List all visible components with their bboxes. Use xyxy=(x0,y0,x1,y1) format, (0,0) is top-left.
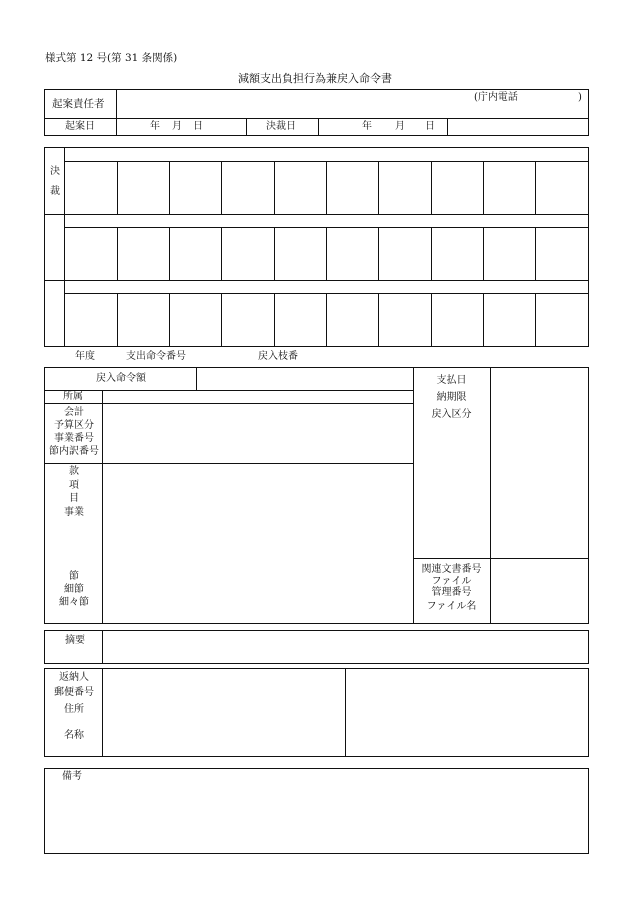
approval-cell-divider xyxy=(431,227,432,280)
name-label: 名称 xyxy=(64,730,84,741)
refund-category-label: 戻入区分 xyxy=(431,409,472,420)
form-number: 様式第 12 号(第 31 条関係) xyxy=(45,52,178,64)
budget-line-1: 会計 xyxy=(64,407,84,418)
approval-cell-divider xyxy=(117,293,118,346)
budget-line-2: 予算区分 xyxy=(54,420,94,431)
responsible-label: 起案責任者 xyxy=(52,98,105,110)
refund-amount-label: 戻入命令額 xyxy=(96,373,146,384)
decision-date-label: 決裁日 xyxy=(266,121,296,132)
item-kou-label: 項 xyxy=(69,480,79,491)
draft-date-day: 日 xyxy=(193,121,203,132)
approval-cell-divider xyxy=(483,227,484,280)
sub-subsection-label: 細々節 xyxy=(59,597,89,608)
approval-cell-divider xyxy=(431,161,432,214)
approval-cell-divider xyxy=(535,161,536,214)
draft-date-label: 起案日 xyxy=(65,121,95,132)
approval-cell-divider xyxy=(117,161,118,214)
file-label: ファイル xyxy=(431,576,472,587)
remarks-label: 備考 xyxy=(62,771,82,782)
divider xyxy=(318,118,319,135)
approval-cell-divider xyxy=(221,293,222,346)
refund-branch-number-label: 戻入枝番 xyxy=(258,351,298,362)
section-label: 節 xyxy=(69,571,79,582)
draft-date-year: 年 xyxy=(150,121,160,132)
file-name-label: ファイル名 xyxy=(426,601,477,612)
phone-label: (庁内電話 xyxy=(474,92,518,103)
divider xyxy=(45,280,588,281)
approval-cell-divider xyxy=(169,293,170,346)
approval-box xyxy=(44,147,589,347)
divider xyxy=(196,368,197,390)
budget-line-4: 節内訳番号 xyxy=(49,446,99,457)
approval-cell-divider xyxy=(274,161,275,214)
approval-cell-divider xyxy=(378,161,379,214)
returner-label: 返納人 xyxy=(59,672,89,683)
divider xyxy=(447,118,448,135)
item-kan-label: 款 xyxy=(69,466,79,477)
management-number-label: 管理番号 xyxy=(431,587,472,598)
divider xyxy=(490,368,491,623)
divider xyxy=(45,390,413,391)
approval-cell-divider xyxy=(483,293,484,346)
approval-cell-divider xyxy=(326,161,327,214)
approval-cell-divider xyxy=(169,161,170,214)
payment-date-label: 支払日 xyxy=(436,375,467,386)
divider xyxy=(45,403,413,404)
document-title: 減額支出負担行為兼戻入命令書 xyxy=(238,72,392,85)
divider xyxy=(102,631,103,663)
item-moku-label: 目 xyxy=(69,493,79,504)
approval-cell-divider xyxy=(535,293,536,346)
remarks-box xyxy=(44,768,589,854)
summary-box xyxy=(44,630,589,664)
approval-label-char-2: 裁 xyxy=(50,186,60,197)
approval-cell-divider xyxy=(221,227,222,280)
year-label: 年度 xyxy=(75,351,95,362)
divider xyxy=(45,118,588,119)
approval-cell-divider xyxy=(221,161,222,214)
approval-cell-divider xyxy=(326,227,327,280)
affiliation-label: 所属 xyxy=(63,391,83,402)
divider xyxy=(413,558,588,559)
approval-cell-divider xyxy=(274,293,275,346)
decision-date-month: 月 xyxy=(395,121,405,132)
subsection-label: 細節 xyxy=(64,584,84,595)
approval-cell-divider xyxy=(378,293,379,346)
approval-cell-divider xyxy=(431,293,432,346)
divider xyxy=(345,669,346,756)
divider xyxy=(246,118,247,135)
summary-label: 摘要 xyxy=(65,635,85,646)
budget-line-3: 事業番号 xyxy=(54,433,94,444)
approval-cell-divider xyxy=(535,227,536,280)
divider xyxy=(64,148,65,346)
divider xyxy=(45,214,588,215)
address-label: 住所 xyxy=(64,704,84,715)
decision-date-day: 日 xyxy=(425,121,435,132)
divider xyxy=(116,90,117,135)
draft-date-month: 月 xyxy=(172,121,182,132)
approval-cell-divider xyxy=(483,161,484,214)
approval-cell-divider xyxy=(169,227,170,280)
approval-cell-divider xyxy=(274,227,275,280)
approval-cell-divider xyxy=(326,293,327,346)
approval-label-char-1: 決 xyxy=(50,166,60,177)
payment-order-number-label: 支出命令番号 xyxy=(126,351,186,362)
phone-close: ) xyxy=(578,92,582,103)
decision-date-year: 年 xyxy=(362,121,372,132)
approval-cell-divider xyxy=(117,227,118,280)
item-jigyou-label: 事業 xyxy=(64,507,84,518)
postal-code-label: 郵便番号 xyxy=(54,687,94,698)
due-date-label: 納期限 xyxy=(436,392,467,403)
divider xyxy=(45,463,413,464)
related-doc-number-label: 関連文書番号 xyxy=(421,564,482,575)
approval-cell-divider xyxy=(378,227,379,280)
